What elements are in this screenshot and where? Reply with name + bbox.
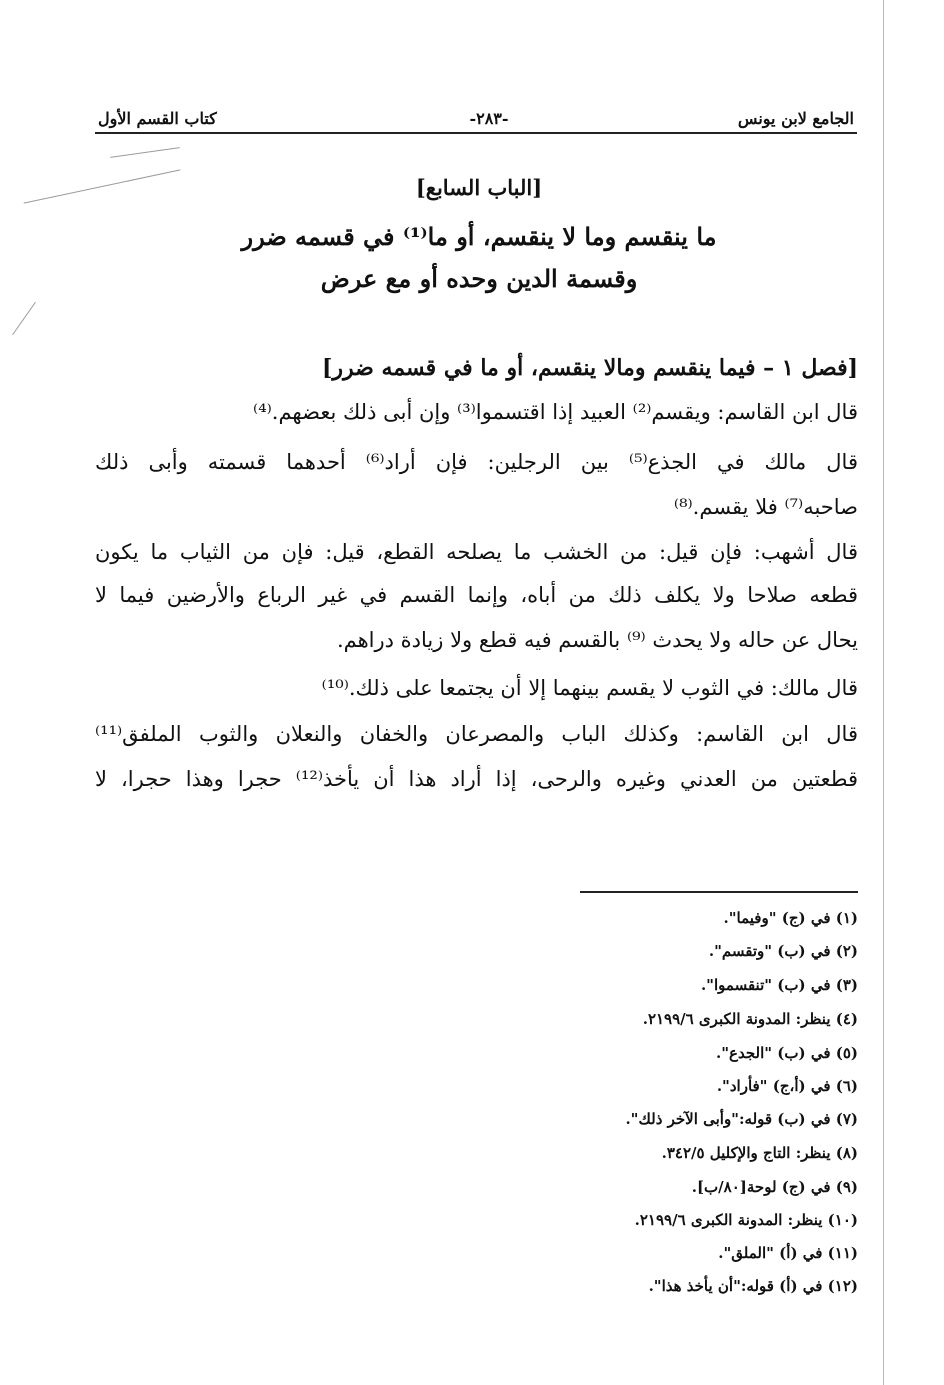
footnote: (٣) في (ب) "تنقسموا".	[700, 976, 858, 994]
page-number: -٢٨٣-	[469, 109, 509, 128]
body-line: قال مالك: في الثوب لا يقسم بينهما إلا أن يجتمعا على ذلك.⁽¹⁰⁾	[321, 676, 858, 700]
body-line: صاحبه⁽⁷⁾ فلا يقسم.⁽⁸⁾	[673, 495, 858, 519]
body-line: قطعتين من العدني وغيره والرحى، إذا أراد هذا أن يأخذ⁽¹²⁾ حجرا وهذا حجرا، لا	[95, 767, 859, 791]
footnote: (١٠) ينظر: المدونة الكبرى ٢١٩٩/٦.	[634, 1211, 858, 1229]
running-header-book-title: الجامع لابن يونس	[737, 109, 854, 128]
body-line: يحال عن حاله ولا يحدث ⁽⁹⁾ بالقسم فيه قطع ولا زيادة دراهم.	[336, 628, 858, 652]
chapter-label: [الباب السابع]	[415, 175, 543, 200]
footnote: (٨) ينظر: التاج والإكليل ٣٤٢/٥.	[661, 1144, 858, 1162]
footnote: (٤) ينظر: المدونة الكبرى ٢١٩٩/٦.	[642, 1010, 858, 1028]
body-line: قال ابن القاسم: وكذلك الباب والمصرعان والخفان والنعلان والثوب الملفق⁽¹¹⁾	[95, 722, 858, 746]
footnote: (٩) في (ج) لوحة[٨٠/ب].	[691, 1178, 858, 1196]
body-line: قال ابن القاسم: ويقسم⁽²⁾ العبيد إذا اقتسموا⁽³⁾ وإن أبى ذلك بعضهم.⁽⁴⁾	[253, 400, 858, 424]
footnote: (٥) في (ب) "الجدع".	[715, 1044, 858, 1062]
running-header-section: كتاب القسم الأول	[98, 109, 217, 128]
footnote-rule	[580, 891, 858, 893]
section-heading: [فصل ١ – فيما ينقسم ومالا ينقسم، أو ما في قسمه ضرر]	[322, 355, 858, 381]
footnote: (١٢) في (أ) قوله:"أن يأخذ هذا".	[648, 1277, 858, 1295]
footnote: (١) في (ج) "وفيما".	[723, 909, 858, 927]
chapter-title-line-2: وقسمة الدين وحده أو مع عرض	[320, 264, 638, 293]
footnote: (٢) في (ب) "وتقسم".	[708, 942, 858, 960]
header-rule	[95, 132, 857, 134]
body-line: قطعه صلاحا ولا يكلف ذلك من أباه، وإنما القسم في غير الرباع والأرضين فيما لا	[95, 583, 858, 607]
chapter-title-line-1: ما ينقسم وما لا ينقسم، أو ما⁽¹⁾ في قسمه ضرر	[241, 222, 717, 251]
body-line: قال أشهب: فإن قيل: من الخشب ما يصلحه القطع، قيل: فإن من الثياب ما يكون	[95, 540, 858, 564]
body-line: قال مالك في الجذع⁽⁵⁾ بين الرجلين: فإن أراد⁽⁶⁾ أحدهما قسمته وأبى ذلك	[95, 450, 858, 474]
footnote: (١١) في (أ) "الملق".	[718, 1244, 858, 1262]
footnote: (٧) في (ب) قوله:"وأبى الآخر ذلك".	[625, 1110, 858, 1128]
footnote: (٦) في (أ،ج) "فأراد".	[716, 1077, 858, 1095]
